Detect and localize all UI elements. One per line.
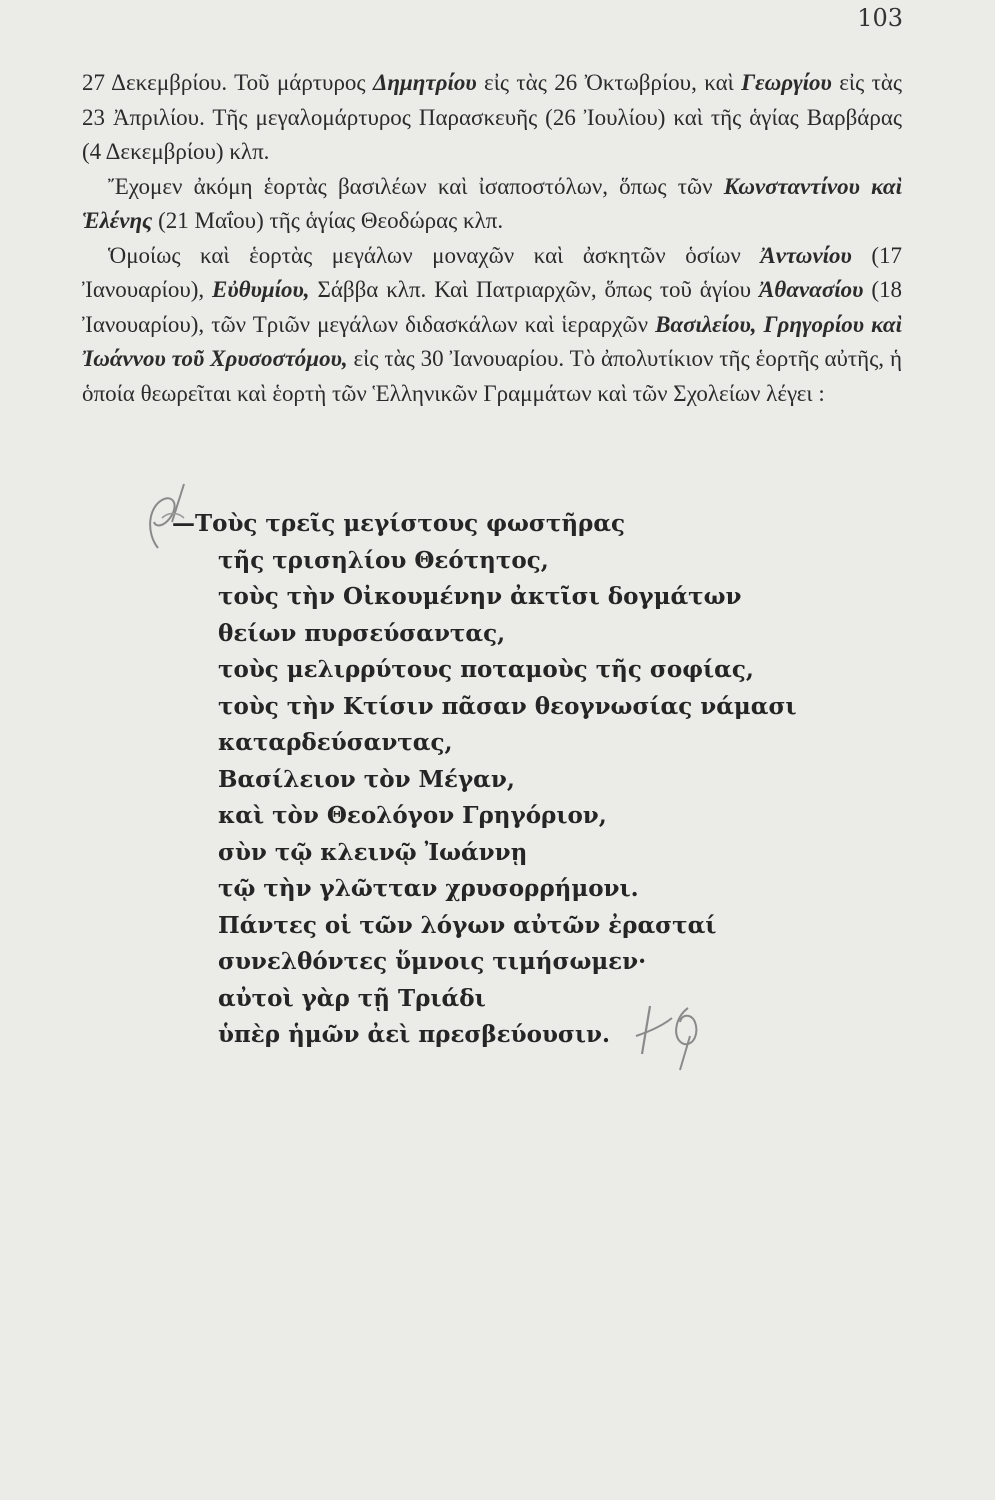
text-run: Ὁμοίως καὶ ἑορτὰς μεγάλων μοναχῶν καὶ ἀσκητῶν ὁσίων — [108, 242, 761, 268]
emphasized-name: Γεωργίου — [741, 70, 832, 95]
page-number: 103 — [857, 4, 903, 32]
hymn-line: —Τοὺς τρεῖς μεγίστους φωστῆρας — [172, 510, 626, 537]
hymn-apolytikion — [168, 506, 868, 1054]
hymn-line: τῆς τρισηλίου Θεότητος, — [218, 546, 549, 574]
hymn-line: τοὺς μελιρρύτους ποταμοὺς τῆς σοφίας, — [218, 656, 754, 683]
hymn-line: σὺν τῷ κλεινῷ Ἰωάννῃ — [218, 838, 528, 866]
hymn-line: ὑπὲρ ἡμῶν ἀεὶ πρεσβεύουσιν. — [218, 1021, 610, 1048]
emphasized-name: Δημητρίου — [372, 70, 477, 95]
hymn-line: Βασίλειον τὸν Μέγαν, — [218, 765, 515, 793]
emphasized-name: Κωνσταντίνου καὶ Ἑλένης — [82, 173, 902, 233]
text-run: (18 Ἰανουαρίου), τῶν Τριῶν μεγάλων διδασκάλων καὶ ἱεραρχῶν — [82, 277, 902, 337]
hymn-line: θείων πυρσεύσαντας, — [218, 619, 506, 647]
text-run: (21 Μαΐου) τῆς ἁγίας Θεοδώρας κλπ. — [152, 208, 504, 233]
text-run: 27 Δεκεμβρίου. Τοῦ μάρτυρος — [82, 70, 373, 95]
body-text — [82, 66, 902, 411]
text-run: εἰς τὰς 26 Ὀκτωβρίου, καὶ — [476, 70, 742, 95]
hymn-line: αὐτοὶ γὰρ τῇ Τριάδι — [218, 984, 486, 1012]
emphasized-name: Βασιλείου, Γρηγορίου καὶ Ἰωάννου τοῦ Χρυσοστόμου, — [82, 311, 903, 371]
text-run: Σάββα κλπ. Καὶ Πατριαρχῶν, ὅπως τοῦ ἁγίου — [309, 277, 759, 302]
hymn-line: καταρδεύσαντας, — [218, 729, 453, 756]
hymn-line: τοὺς τὴν Κτίσιν πᾶσαν θεογνωσίας νάμασι — [218, 692, 797, 720]
text-run: εἰς τὰς 23 Ἀπριλίου. Τῆς μεγαλομάρτυρος Παρασκευῆς (26 Ἰουλίου) καὶ τῆς ἁγίας Βαρβάρας (4 Δεκεμβρίου) κλπ. — [82, 70, 903, 164]
emphasized-name: Εὐθυμίου, — [212, 277, 310, 302]
text-run: εἰς τὰς 30 Ἰανουαρίου. Τὸ ἀπολυτίκιον τῆς ἑορτῆς αὐτῆς, ἡ ὁποία θεωρεῖται καὶ ἑορτὴ τῶν Ἑλληνικῶν Γραμμάτων καὶ τῶν Σχολείων λέγει : — [82, 346, 902, 406]
text-run: Ἔχομεν ἀκόμη ἑορτὰς βασιλέων καὶ ἰσαποστόλων, ὅπως τῶν — [108, 173, 724, 199]
hymn-line: συνελθόντες ὕμνοις τιμήσωμεν· — [218, 948, 647, 975]
paragraph — [82, 66, 902, 170]
hymn-line: τῷ τὴν γλῶτταν χρυσορρήμονι. — [218, 875, 639, 902]
emphasized-name: Ἀντωνίου — [760, 242, 852, 268]
hymn-line: τοὺς τὴν Οἰκουμένην ἀκτῖσι δογμάτων — [218, 583, 742, 610]
paragraph — [82, 239, 902, 412]
hymn-line: καὶ τὸν Θεολόγον Γρηγόριον, — [218, 802, 607, 829]
paragraph — [82, 170, 902, 239]
emphasized-name: Ἀθανασίου — [758, 277, 864, 302]
text-run: (17 Ἰανουαρίου), — [82, 242, 902, 302]
hymn-line: Πάντες οἱ τῶν λόγων αὐτῶν ἐρασταί — [218, 911, 717, 939]
